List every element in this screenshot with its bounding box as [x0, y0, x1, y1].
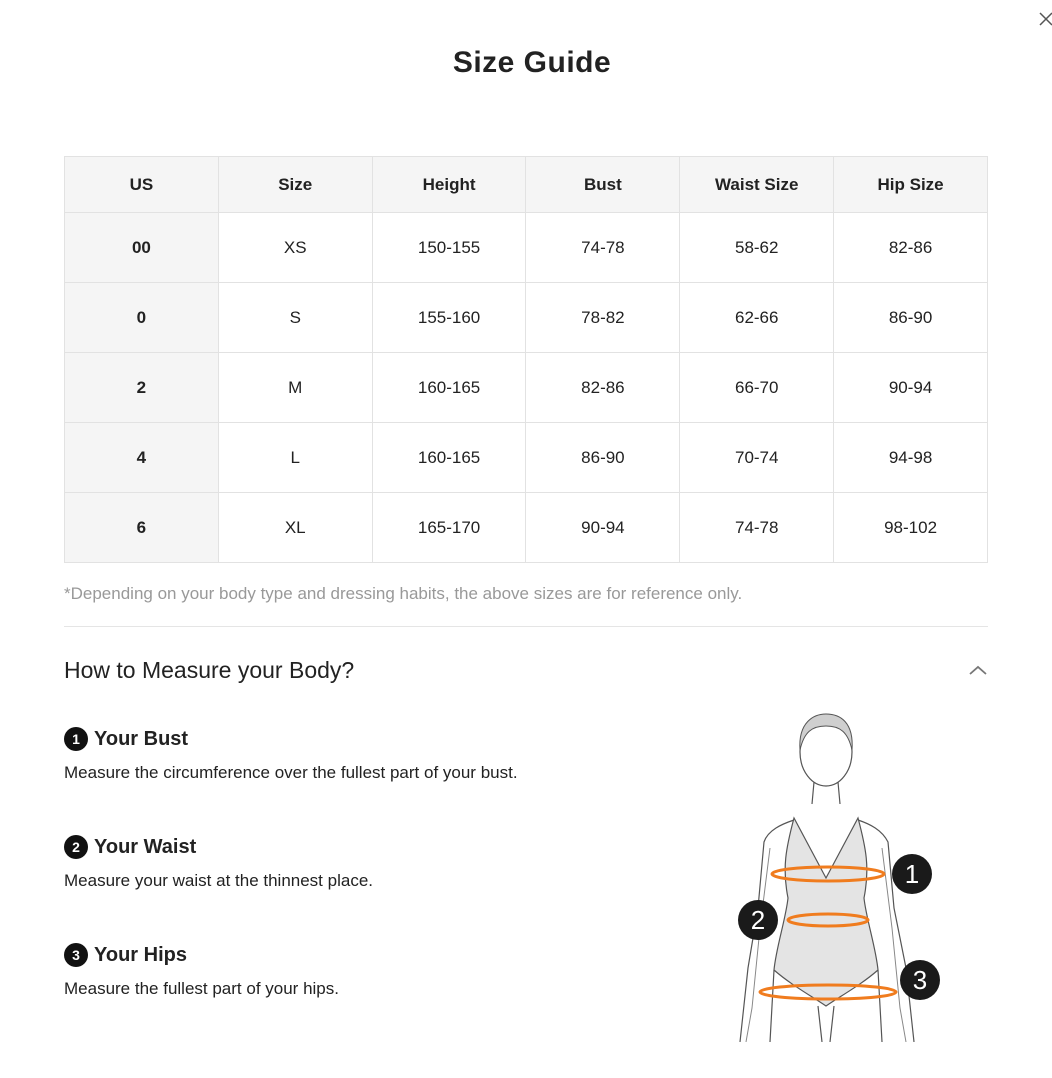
number-badge: 2	[64, 835, 88, 859]
page-title: Size Guide	[452, 46, 612, 79]
number-badge: 3	[64, 943, 88, 967]
table-cell: 90-94	[526, 493, 680, 563]
column-header: Waist Size	[680, 157, 834, 213]
chevron-up-icon	[968, 664, 988, 676]
table-cell: 86-90	[526, 423, 680, 493]
table-cell: 82-86	[526, 353, 680, 423]
column-header: Bust	[526, 157, 680, 213]
table-cell: 165-170	[372, 493, 526, 563]
measure-item-bust	[64, 727, 518, 783]
table-cell: 78-82	[526, 283, 680, 353]
section-divider	[64, 626, 988, 627]
table-cell: 6	[65, 493, 219, 563]
table-cell: 82-86	[834, 213, 988, 283]
table-cell: 98-102	[834, 493, 988, 563]
figure-marker-label: 2	[750, 905, 766, 935]
table-row	[65, 493, 988, 563]
table-cell: 90-94	[834, 353, 988, 423]
table-row	[65, 423, 988, 493]
measure-item-desc: Measure your waist at the thinnest place.	[64, 871, 373, 890]
figure-marker-label: 1	[904, 859, 920, 889]
figure-marker-label: 3	[912, 965, 928, 995]
table-cell: 70-74	[680, 423, 834, 493]
table-cell: 66-70	[680, 353, 834, 423]
table-cell: 00	[65, 213, 219, 283]
table-cell: M	[218, 353, 372, 423]
measure-item-title: Your Hips	[94, 943, 187, 966]
table-cell: L	[218, 423, 372, 493]
table-row	[65, 213, 988, 283]
table-row	[65, 353, 988, 423]
table-cell: 74-78	[526, 213, 680, 283]
table-cell: 0	[65, 283, 219, 353]
table-cell: 160-165	[372, 353, 526, 423]
measure-item-desc: Measure the circumference over the fullest part of your bust.	[64, 763, 518, 782]
table-cell: 62-66	[680, 283, 834, 353]
table-cell: 150-155	[372, 213, 526, 283]
reference-note: *Depending on your body type and dressing habits, the above sizes are for reference only.	[64, 584, 743, 603]
table-cell: S	[218, 283, 372, 353]
measure-item-title: Your Bust	[94, 727, 189, 750]
size-table	[64, 156, 988, 563]
table-row	[65, 283, 988, 353]
table-cell: 74-78	[680, 493, 834, 563]
number-badge: 1	[64, 727, 88, 751]
table-cell: 4	[65, 423, 219, 493]
table-header-row	[65, 157, 988, 213]
measure-item-title: Your Waist	[94, 835, 197, 858]
body-measurement-illustration	[730, 708, 950, 1042]
table-cell: XS	[218, 213, 372, 283]
column-header: Height	[372, 157, 526, 213]
table-cell: 160-165	[372, 423, 526, 493]
measure-heading: How to Measure your Body?	[64, 656, 355, 683]
table-cell: 155-160	[372, 283, 526, 353]
table-cell: 2	[65, 353, 219, 423]
close-icon	[1038, 11, 1052, 27]
table-cell: XL	[218, 493, 372, 563]
column-header: Size	[218, 157, 372, 213]
figure-swimsuit	[774, 818, 878, 1006]
close-button[interactable]	[1036, 8, 1052, 30]
column-header: Hip Size	[834, 157, 988, 213]
measure-section-toggle[interactable]	[64, 655, 988, 685]
table-cell: 94-98	[834, 423, 988, 493]
measure-item-desc: Measure the fullest part of your hips.	[64, 979, 339, 998]
measure-item-hips	[64, 943, 339, 999]
table-cell: 58-62	[680, 213, 834, 283]
measure-item-waist	[64, 835, 373, 891]
column-header: US	[65, 157, 219, 213]
table-cell: 86-90	[834, 283, 988, 353]
